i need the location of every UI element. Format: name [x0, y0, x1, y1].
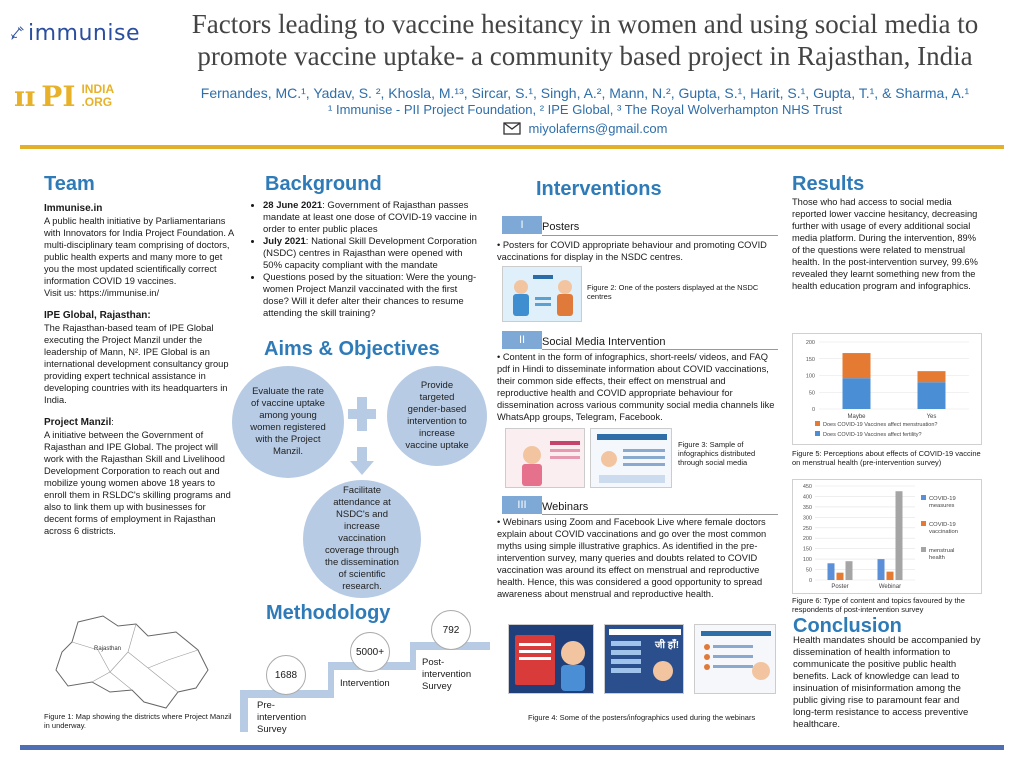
org1-text: A public health initiative by Parliamentarians with Innovators for India Project Foundation. A multi-disciplinary team comprising of doctors, public health experts and many more to get you the most updated scientifically correct information COVID 19 vaccines.	[44, 216, 234, 286]
y-tick-label: 150	[802, 546, 812, 553]
legend-swatch	[815, 431, 820, 436]
step-1-number: 1688	[266, 655, 306, 695]
bar	[843, 378, 871, 409]
legend-label: COVID-19 vaccination	[929, 522, 959, 535]
section-2-badge: II	[502, 331, 542, 349]
bar	[846, 561, 853, 580]
y-tick-label: 200	[805, 340, 815, 346]
section-3-title: Webinars	[542, 501, 589, 513]
legend-swatch	[921, 521, 926, 526]
webinar-thumbnail-2	[604, 624, 684, 694]
y-tick-label: 100	[805, 373, 815, 380]
fig6-caption: Figure 6: Type of content and topics favoured by the respondents of post-intervention survey	[792, 596, 965, 614]
team-section: Team Immunise.in A public health initiative by Parliamentarians with Innovators for India Project Foundation. A multi-disciplinary team comprising of doctors, public health experts and many more to get you the most updated scientifically correct information COVID 19 vaccines. Visit us: https://immunise.in/ IPE Global, Rajasthan: The Rajasthan-based team of IPE Global executing the Project Manzil under the leadership of Mann, N². IPE Global is an international development consultancy group providing expert technical assistance in developing countries with its headquarters in India. Project Manzil: A initiative between the Government of Rajasthan and IPE Global. The project will work with the Rajasthan Skill and Livelihood Development Corporation to reach out and mobilize young women above 18 years to enroll them in RSLDC's skilling programs and also to link them up with businesses for decent forms of employment in Rajasthan across 6 districts.	[44, 173, 234, 536]
pi-logo-text: PI	[41, 79, 76, 113]
y-tick-label: 250	[802, 525, 812, 532]
poster-thumbnail	[502, 266, 582, 322]
chart-1	[792, 333, 982, 445]
webinar-thumbnail-1	[508, 624, 594, 694]
plus-icon	[348, 397, 376, 431]
title-line-2: promote vaccine uptake- a community based project in Rajasthan, India	[197, 41, 973, 71]
pi-logo-mark: ɪɪ	[14, 79, 36, 113]
interventions-heading: Interventions	[536, 178, 662, 200]
chart-2	[792, 479, 982, 594]
gold-divider	[20, 145, 1004, 149]
webinar-thumb-text: जी हाँ!	[655, 640, 680, 651]
background-item-3: • Questions posed by the situation: Were the young-women Project Manzil vaccinated with the first dose? Will it defer alter their chances to resume attending the skill training?	[263, 272, 480, 320]
pi-logo-sub1: INDIA	[81, 82, 115, 96]
bar	[918, 371, 946, 382]
email-link[interactable]: miyolaferns@gmail.com	[528, 121, 668, 136]
x-tick-label: Yes	[926, 414, 937, 420]
conclusion-section	[793, 615, 983, 731]
step-2-label: Intervention	[340, 678, 390, 689]
section-2-title: Social Media Intervention	[542, 336, 666, 348]
fig5-caption: Figure 5: Perceptions about effects of COVID-19 vaccine on menstrual health (pre-intervention survey)	[792, 449, 981, 467]
bar	[918, 382, 946, 409]
results-heading: Results	[792, 173, 865, 195]
step-3-number: 792	[431, 610, 471, 650]
org3-text: A initiative between the Government of Rajasthan and IPE Global. The project will work with the Rajasthan Skill and Livelihood Development Corporation to reach out and mobilize young women above 18 years to enroll them in RSLDC's skilling programs and also to link them up with businesses for decent forms of employment in Rajasthan across 6 districts.	[44, 430, 231, 536]
y-tick-label: 50	[805, 567, 812, 574]
section-3-text: • Webinars using Zoom and Facebook Live where female doctors explain about COVID vaccinations and go over the most common myths using simple illustrative graphics. As identified in the pre-intervention survey, many queries and doubts related to COVID vaccination was around its effect on menstrual and reproductive health. Hence, this was considered a good opportunity to spread awareness about menstrual and reproductive health.	[497, 517, 767, 599]
aims-heading: Aims & Objectives	[264, 338, 440, 360]
y-tick-label: 0	[811, 407, 815, 413]
arrow-down-icon	[350, 447, 374, 475]
legend-label: menstrual health	[929, 548, 955, 561]
y-tick-label: 400	[802, 494, 812, 501]
y-tick-label: 100	[802, 557, 812, 564]
envelope-icon	[503, 122, 521, 135]
background-list	[263, 200, 480, 320]
x-tick-label: Webinar	[878, 584, 902, 590]
bar	[828, 563, 835, 580]
affiliations: ¹ Immunise - PII Project Foundation, ² IPE Global, ³ The Royal Wolverhampton NHS Trust	[328, 102, 842, 117]
step-3-label: Post-intervention Survey	[422, 657, 472, 692]
email-line	[160, 121, 1010, 136]
conclusion-heading: Conclusion	[793, 615, 902, 637]
chart-2-svg	[793, 480, 983, 595]
org1-visit[interactable]: Visit us: https://immunise.in/	[44, 288, 160, 298]
chart-1-svg	[793, 334, 983, 446]
y-tick-label: 350	[802, 504, 812, 511]
fig3-caption: Figure 3: Sample of infographics distributed through social media	[678, 440, 756, 467]
bar	[878, 559, 885, 580]
section-1-badge: I	[502, 216, 542, 234]
bar	[843, 353, 871, 378]
legend-label: Does COVID-19 Vaccines affect menstruation?	[823, 422, 938, 428]
poster-title	[160, 8, 1010, 72]
blue-footer-bar	[20, 745, 1004, 750]
legend-swatch	[921, 547, 926, 552]
background-item-1: • 28 June 2021: Government of Rajasthan passes mandate at least one dose of COVID-19 vaccine in order to enter public places	[263, 200, 480, 236]
results-section	[792, 173, 982, 292]
infographic-thumbnail-2	[590, 428, 672, 488]
org2-text: The Rajasthan-based team of IPE Global executing the Project Manzil under the leadership of Mann, N². IPE Global is an international development consultancy group providing expert technical assistance in developing countries with its headquarters in India.	[44, 323, 229, 405]
legend-swatch	[815, 421, 820, 426]
team-heading: Team	[44, 173, 95, 195]
section-1-rule	[542, 235, 778, 236]
org3-name: Project Manzil	[44, 417, 112, 428]
section-2-rule	[542, 349, 778, 350]
objective-3: Facilitate attendance at NSDC's and increase vaccination coverage through the dissemination of scientific research.	[303, 480, 421, 598]
step-2-number: 5000+	[350, 632, 390, 672]
infographic-thumbnail-1	[505, 428, 585, 488]
background-item-2: • July 2021: National Skill Development Corporation (NSDC) centres in Rajasthan were opened with 50% capacity compliant with the mandate	[263, 236, 480, 272]
bar	[887, 572, 894, 580]
y-tick-label: 150	[805, 356, 815, 363]
fig2-caption: Figure 2: One of the posters displayed at the NSDC centres	[587, 283, 759, 301]
y-tick-label: 450	[802, 484, 812, 490]
x-tick-label: Poster	[831, 584, 849, 590]
webinar-thumbnail-3	[694, 624, 776, 694]
objective-2: Provide targeted gender-based intervention to increase vaccine uptake	[387, 366, 487, 466]
y-tick-label: 50	[808, 390, 815, 397]
conclusion-text: Health mandates should be accompanied by dissemination of health information to communicate the positive public health benefits. Lack of knowledge can lead to insinuation of misinformation among the public giving rise to paramount fear and long-term resistance to access preventive healthcare.	[793, 635, 981, 730]
authors: Fernandes, MC.¹, Yadav, S. ², Khosla, M.¹³, Sircar, S.¹, Singh, A.², Mann, N.², Gupta, S.¹, Harit, S.¹, Gupta, T.¹, & Sharma, A.¹	[200, 85, 970, 101]
org2-name: IPE Global, Rajasthan:	[44, 310, 151, 321]
background-heading: Background	[265, 173, 382, 195]
section-3-badge: III	[502, 496, 542, 514]
pi-india-logo	[14, 80, 159, 112]
bar	[896, 491, 903, 580]
immunise-logo-text: immunise	[28, 20, 140, 46]
section-2-text: • Content in the form of infographics, short-reels/ videos, and FAQ pdf in Hindi to disseminate information about COVID vaccinations, their common side effects, their effect on menstrual and reproductive health and COVID appropriate behaviour for dissemination across various community social media channels like WhatsApp groups, Telegram, Facebook.	[497, 352, 775, 422]
section-1-text: • Posters for COVID appropriate behaviour and promoting COVID vaccinations for display in the NSDC centres.	[497, 240, 767, 262]
immunise-logo	[10, 12, 140, 54]
legend-swatch	[921, 495, 926, 500]
step-1-label: Pre-intervention Survey	[257, 700, 307, 735]
y-tick-label: 200	[802, 536, 812, 543]
y-tick-label: 0	[808, 578, 812, 584]
legend-label: COVID-19 measures	[929, 496, 956, 509]
map-label: Rajasthan	[94, 646, 122, 652]
background-section	[250, 173, 480, 320]
results-text: Those who had access to social media reported lower vaccine hesitancy, decreasing further with usage of every additional social media platform. During the intervention, 89% of the questions were related to menstrual health. In the post-intervention survey, 99.6% revealed they learnt something new from the health education program and infographics.	[792, 197, 978, 291]
x-tick-label: Maybe	[847, 414, 866, 420]
section-3-rule	[542, 514, 778, 515]
title-line-1: Factors leading to vaccine hesitancy in women and using social media to	[191, 9, 979, 39]
fig4-caption: Figure 4: Some of the posters/infographics used during the webinars	[528, 713, 756, 722]
syringe-icon	[10, 16, 24, 50]
objective-1: Evaluate the rate of vaccine uptake among young women registered with the Project Manzil.	[232, 366, 344, 478]
y-tick-label: 300	[802, 515, 812, 522]
rajasthan-map	[48, 612, 228, 712]
bar	[837, 573, 844, 580]
org1-name: Immunise.in	[44, 203, 103, 214]
fig1-caption: Figure 1: Map showing the districts where Project Manzil in underway.	[44, 712, 232, 730]
legend-label: Does COVID-19 Vaccines affect fertility?	[823, 432, 922, 438]
section-1-title: Posters	[542, 221, 580, 233]
pi-logo-sub2: .ORG	[81, 95, 113, 109]
methodology-heading: Methodology	[266, 602, 391, 624]
